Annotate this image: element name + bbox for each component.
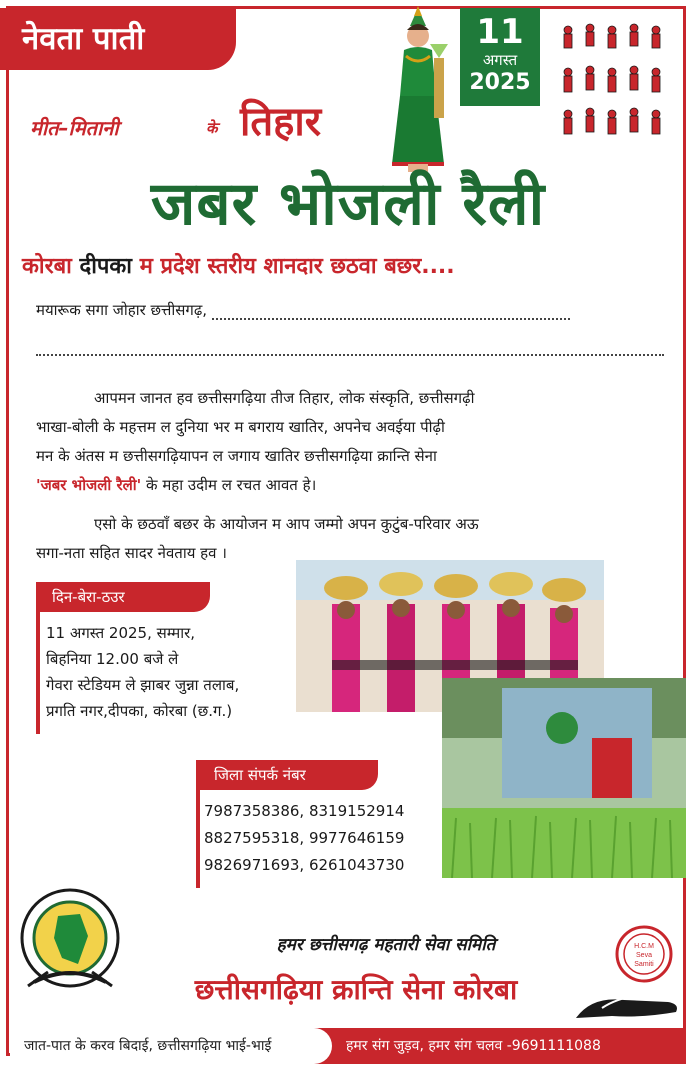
seal-line-1: H.C.M — [634, 943, 654, 950]
contact-label: जिला संपर्क नंबर — [198, 760, 378, 790]
paragraph-line: भाखा-बोली के महत्तम ल दुनिया भर म बगराय खातिर, अपनेच अवईया पीढ़ी — [36, 418, 445, 436]
paragraph-line: आपमन जानत हव छत्तीसगढ़िया तीज तिहार, लोक संस्कृति, छत्तीसगढ़ी — [94, 389, 475, 407]
date-month: अगस्त — [482, 51, 518, 69]
tagline-connector: के — [206, 119, 218, 137]
subline-rest: म प्रदेश स्तरीय शानदार छठवा बछर.... — [139, 254, 455, 279]
rally-title: जबर भोजली रैली — [150, 169, 546, 239]
invitation-badge: नेवता पाती — [0, 8, 236, 70]
name-fill-line-2 — [36, 338, 664, 356]
seal-line-3: Samiti — [634, 961, 654, 968]
venue-line: बिहनिया 12.00 बजे ले — [46, 650, 179, 668]
subline-town: दीपका — [79, 254, 133, 279]
folk-dancers-illustration — [556, 20, 668, 142]
phone-number-line: 8827595318, 9977646159 — [204, 829, 405, 847]
tagline-small: मीत–मितानी — [30, 116, 119, 140]
venue-line: 11 अगस्त 2025, सम्मार, — [46, 624, 196, 642]
venue-line: गेवरा स्टेडियम ले झाबर जुन्ना तलाब, — [46, 676, 240, 694]
name-fill-line — [212, 306, 570, 320]
festival-tagline — [30, 92, 390, 146]
rally-procession-photo — [442, 678, 686, 878]
venue-line: प्रगति नगर,दीपका, कोरबा (छ.ग.) — [46, 702, 233, 720]
tagline-big: तिहार — [240, 99, 322, 145]
paragraph-line — [36, 471, 664, 500]
date-year: 2025 — [469, 70, 531, 95]
phone-number-line: 9826971693, 6261043730 — [204, 856, 405, 874]
hcm-seal — [614, 924, 674, 984]
rally-subline — [22, 250, 674, 280]
greeting-text: मयारूक सगा जोहार छत्तीसगढ़, — [36, 301, 208, 319]
footer-slogan: जात-पात के करव बिदाई, छत्तीसगढ़िया भाई-भाई — [10, 1028, 332, 1064]
venue-details — [46, 620, 336, 724]
sena-name: छत्तीसगढ़िया क्रान्ति सेना कोरबा — [194, 973, 518, 1006]
phone-number-line: 7987358386, 8319152914 — [204, 802, 405, 820]
samiti-name: हमर छत्तीसगढ़ महतारी सेवा समिति — [276, 935, 496, 955]
venue-label: दिन-बेरा-ठउर — [38, 582, 210, 612]
goddess-illustration — [378, 6, 458, 174]
invitation-paragraph-1 — [36, 384, 664, 500]
subline-city: कोरबा — [22, 254, 72, 279]
seal-line-2: Seva — [636, 952, 652, 959]
footer-bar — [10, 1028, 686, 1064]
date-day: 11 — [476, 12, 524, 52]
contact-numbers — [204, 798, 404, 879]
footer-contact: हमर संग जुड़व, हमर संग चलव -9691111088 — [346, 1038, 601, 1054]
paragraph-line: मन के अंतस म छत्तीसगढ़ियापन ल जगाय खातिर छत्तीसगढ़िया क्रान्ति सेना — [36, 447, 437, 465]
helping-hands — [572, 978, 684, 1022]
greeting-line — [36, 300, 664, 320]
organization-emblem — [18, 886, 122, 998]
paragraph-line: सगा-नता सहित सादर नेवताय हव । — [36, 544, 227, 562]
rally-name-highlight: 'जबर भोजली रैली' — [36, 476, 142, 494]
paragraph-line-rest: के महा उदीम ल रचत आवत हे। — [141, 476, 317, 494]
paragraph-line: एसो के छठवाँ बछर के आयोजन म आप जम्मो अपन कुटुंब-परिवार अऊ — [94, 515, 479, 533]
date-box — [460, 8, 540, 106]
